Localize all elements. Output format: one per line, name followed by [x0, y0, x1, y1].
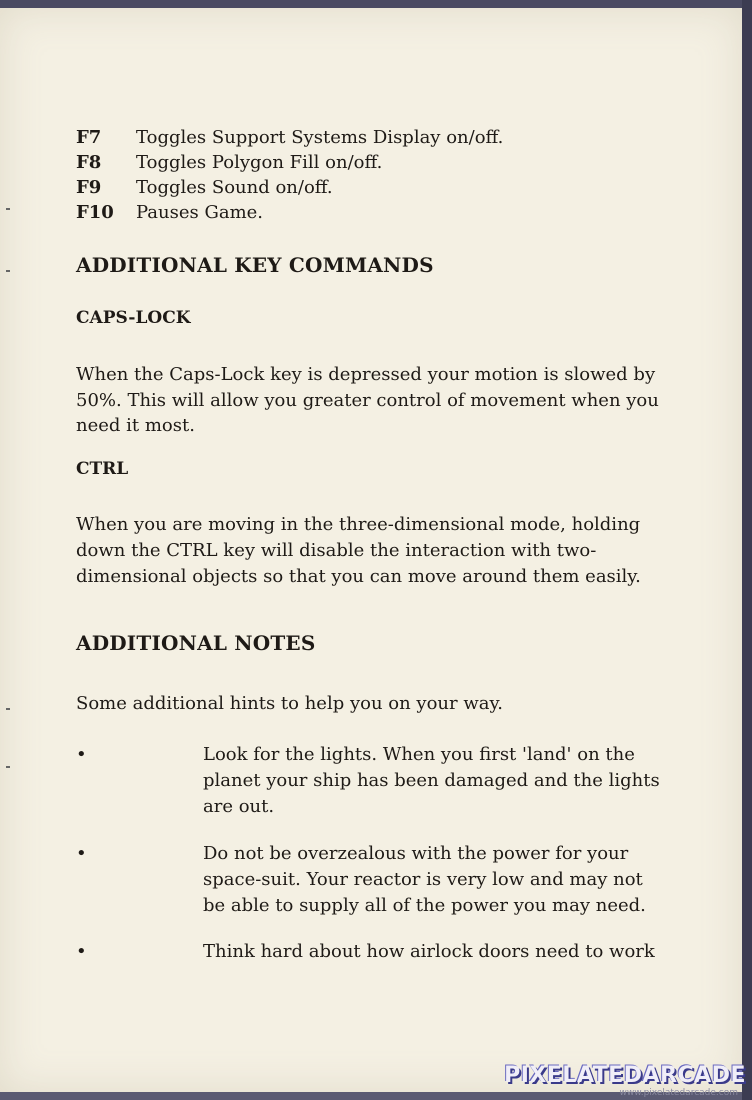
- hint-item: [203, 939, 673, 965]
- function-key-row: [76, 151, 382, 175]
- notes-intro: Some additional hints to help you on your way.: [76, 693, 503, 714]
- watermark-logo: PIXELATEDARCADE: [504, 1063, 746, 1088]
- hint-item: [203, 742, 673, 820]
- additional-notes-heading: ADDITIONAL NOTES: [76, 631, 316, 655]
- hint-line: are out.: [203, 796, 275, 817]
- bullet-dot: •: [76, 843, 87, 864]
- watermark-url: www.pixelatedarcade.com: [619, 1088, 738, 1098]
- margin-tick: [6, 270, 10, 272]
- caps-lock-line: need it most.: [76, 415, 195, 436]
- function-key-row: [76, 126, 503, 150]
- scan-top-edge: [0, 0, 752, 8]
- hint-line: be able to supply all of the power you may need.: [203, 895, 646, 916]
- function-key-label: F7: [76, 127, 102, 148]
- function-key-description: Toggles Polygon Fill on/off.: [136, 152, 383, 173]
- margin-tick: [6, 708, 10, 710]
- margin-tick: [6, 766, 10, 768]
- ctrl-line: dimensional objects so that you can move around them easily.: [76, 566, 641, 587]
- bullet-dot: •: [76, 941, 87, 962]
- margin-tick: [6, 208, 10, 210]
- function-key-description: Toggles Support Systems Display on/off.: [136, 127, 504, 148]
- bullet-dot: •: [76, 744, 87, 765]
- function-key-row: [76, 176, 333, 200]
- manual-page: [0, 8, 742, 1092]
- ctrl-line: down the CTRL key will disable the interaction with two-: [76, 540, 597, 561]
- function-key-row: [76, 201, 263, 225]
- function-key-label: F10: [76, 202, 114, 223]
- function-key-label: F8: [76, 152, 102, 173]
- function-key-description: Toggles Sound on/off.: [136, 177, 333, 198]
- hint-line: Look for the lights. When you first 'land' on the: [203, 744, 635, 765]
- caps-lock-line: 50%. This will allow you greater control of movement when you: [76, 390, 659, 411]
- hint-item: [203, 841, 673, 919]
- scan-right-edge: [742, 0, 752, 1100]
- caps-lock-line: When the Caps-Lock key is depressed your motion is slowed by: [76, 364, 656, 385]
- function-key-label: F9: [76, 177, 102, 198]
- hint-line: Think hard about how airlock doors need to work: [203, 941, 655, 962]
- hint-line: space-suit. Your reactor is very low and may not: [203, 869, 643, 890]
- function-key-description: Pauses Game.: [136, 202, 264, 223]
- ctrl-heading: CTRL: [76, 459, 129, 479]
- ctrl-line: When you are moving in the three-dimensional mode, holding: [76, 514, 641, 535]
- hint-line: planet your ship has been damaged and the lights: [203, 770, 660, 791]
- additional-key-commands-heading: ADDITIONAL KEY COMMANDS: [76, 253, 434, 277]
- caps-lock-heading: CAPS-LOCK: [76, 308, 191, 328]
- hint-line: Do not be overzealous with the power for your: [203, 843, 629, 864]
